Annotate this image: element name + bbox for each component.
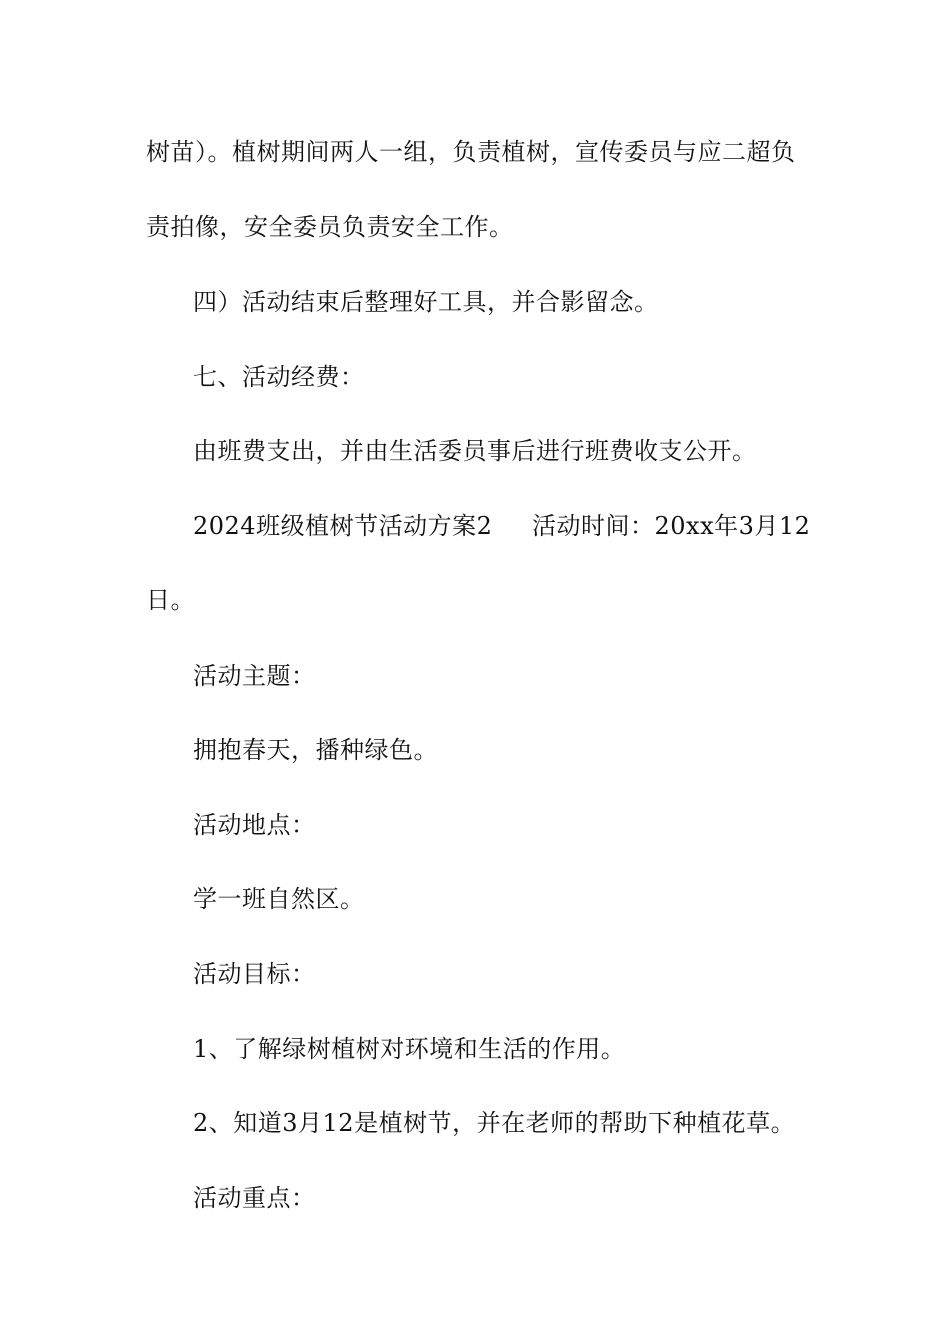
section-heading: 活动地点：	[193, 811, 316, 839]
section-heading: 七、活动经费：	[193, 363, 365, 391]
paragraph-line: 拥抱春天，播种绿色。	[193, 736, 438, 764]
section-heading: 活动重点：	[193, 1184, 316, 1212]
paragraph-line: 由班费支出，并由生活委员事后进行班费收支公开。	[193, 437, 757, 465]
section-heading: 活动主题：	[193, 662, 316, 690]
paragraph-line: 学一班自然区。	[193, 885, 365, 913]
paragraph-line: 树苗）。植树期间两人一组，负责植树，宣传委员与应二超负	[146, 138, 796, 166]
section-heading: 活动目标：	[193, 960, 316, 988]
document-title: 2024班级植树节活动方案2	[193, 512, 493, 540]
paragraph-line: 活动时间：20xx年3月12	[532, 512, 811, 540]
paragraph-line: 日。	[146, 586, 195, 614]
list-item: 1、了解绿树植树对环境和生活的作用。	[193, 1035, 626, 1063]
paragraph-line: 四）活动结束后整理好工具，并合影留念。	[193, 288, 659, 316]
paragraph-line: 责拍像，安全委员负责安全工作。	[146, 213, 514, 241]
list-item: 2、知道3月12是植树节，并在老师的帮助下种植花草。	[193, 1109, 796, 1137]
